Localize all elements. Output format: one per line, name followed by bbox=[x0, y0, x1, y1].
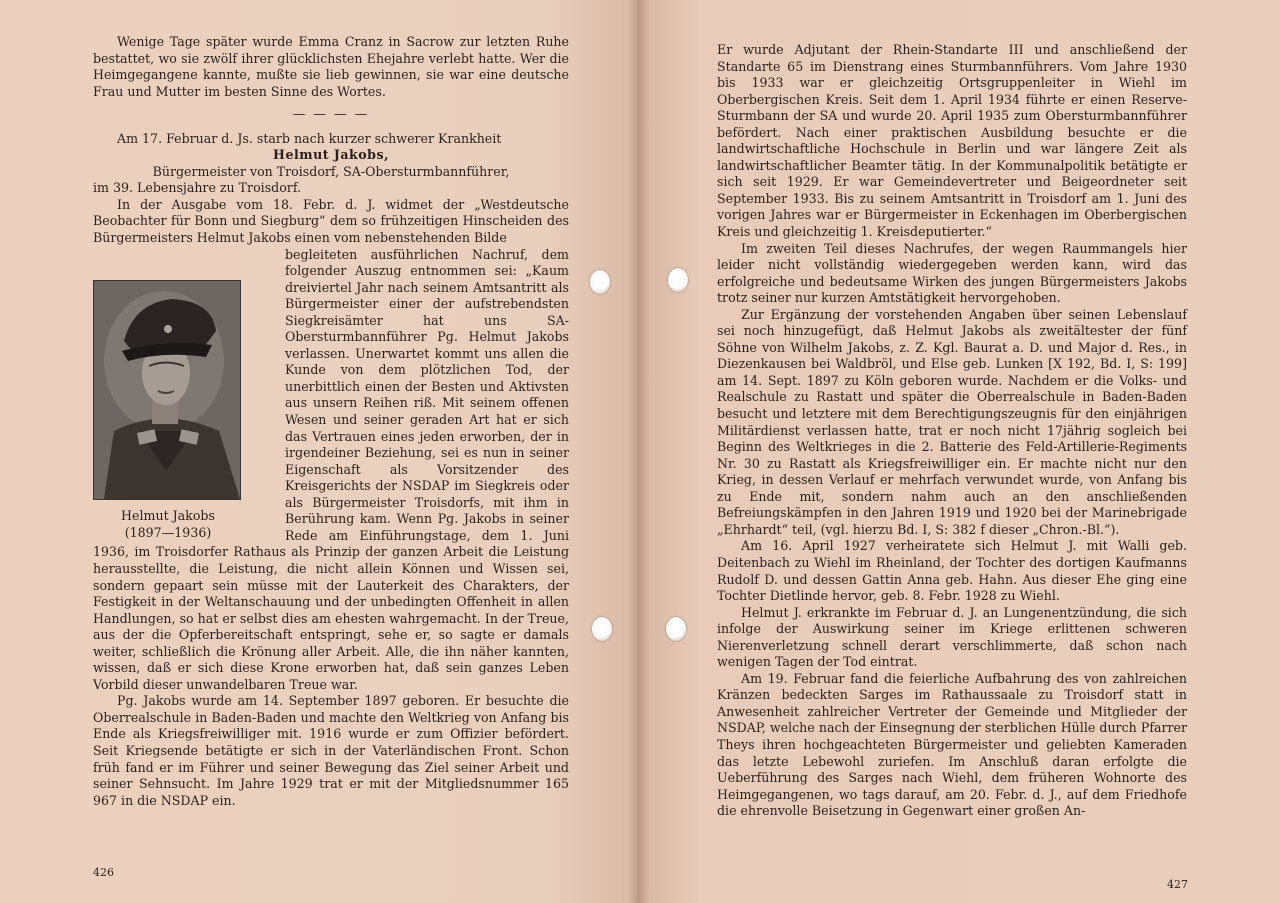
title-line: Bürgermeister von Troisdorf, SA-Obersturmbannführer, bbox=[152, 163, 510, 179]
right-paragraph-4: Am 16. April 1927 verheiratete sich Helmut J. mit Walli geb. Deitenbach zu Wiehl im Rheinland, der Tochter des dortigen Kaufmanns Rudolf D. und dessen Gattin Anna geb. Hahn. Aus dieser Ehe ging eine Tochter Dietlinde hervor, geb. 8. Febr. 1928 zu Wiehl. bbox=[717, 538, 1187, 604]
right-paragraph-1: Er wurde Adjutant der Rhein-Standarte III und anschließend der Standarte 65 im Dienstrang eines Sturmbannführers. Vom Jahre 1930 bis 1933 war er gleichzeitig Ortsgruppenleiter in Wiehl im Oberbergischen Kreis. Seit dem 1. April 1934 führte er einen Reserve-Sturmbann der SA und wurde 20. April 1935 zum Obersturmbannführer befördert. Nach einer praktischen Ausbildung besuchte er die landwirtschaftliche Hochschule in Berlin und war längere Zeit als landwirtschaftlicher Beamter tätig. In der Kommunalpolitik betätigte er sich seit 1929. Er war Gemeindevertreter und Beigeordneter seit September 1933. Bis zu seinem Amtsantritt in Troisdorf am 1. Juni des vorigen Jahres war er Bürgermeister in Eckenhagen im Oberbergischen Kreis und gleichzeitig 1. Kreisdeputierter.“ bbox=[717, 42, 1187, 240]
right-paragraph-5: Helmut J. erkrankte im Februar d. J. an Lungenentzündung, die sich infolge der Auswirkung seiner im Kriege erlittenen schweren Nierenverletzung schnell derart verschlimmerte, daß schon nach wenigen Tagen der Tod eintrat. bbox=[717, 604, 1187, 670]
right-paragraph-2: Im zweiten Teil dieses Nachrufes, der wegen Raummangels hier leider nicht vollständig wiedergegeben werden kann, wird das erfolgreiche und bedeutsame Wirken des jungen Bürgermeisters Jakobs trotz seiner nur kurzen Amtstätigkeit hervorgehoben. bbox=[717, 240, 1187, 306]
photo-caption bbox=[93, 508, 243, 541]
left-paragraph-1: Wenige Tage später wurde Emma Cranz in Sacrow zur letzten Ruhe bestattet, wo sie zwölf ihrer glücklichsten Ehejahre verlebt hatte. Wer die Heimgegangene kannte, mußte sie lieb gewinnen, sie war eine deutsche Frau und Mutter im besten Sinne des Wortes. bbox=[93, 34, 569, 99]
punch-hole-right-bottom bbox=[666, 617, 686, 641]
portrait-photo bbox=[93, 280, 239, 540]
punch-hole-left-top bbox=[590, 270, 610, 294]
photo-caption-years: (1897—1936) bbox=[124, 524, 212, 540]
right-text-column bbox=[717, 42, 1187, 820]
page-number-left: 426 bbox=[93, 866, 114, 879]
portrait-illustration bbox=[94, 281, 240, 499]
page-number-right: 427 bbox=[1167, 878, 1188, 891]
right-paragraph-6: Am 19. Februar fand die feierliche Aufbahrung des von zahlreichen Kränzen bedeckten Sarges im Rathaussaale zu Troisdorf statt in Anwesenheit zahlreicher Vertreter der Gemeinde und Mitglieder der NSDAP, welche nach der Einsegnung der sterblichen Hülle durch Pfarrer Theys ihren hochgeachteten Bürgermeister und geliebten Kameraden das letzte Lebewohl zuriefen. Im Anschluß daran erfolgte die Ueberführung des Sarges nach Wiehl, dem früheren Wohnorte des Heimgegangenen, wo tags darauf, am 20. Febr. d. J., auf dem Friedhofe die ehrenvolle Beisetzung in Gegenwart einer großen An- bbox=[717, 670, 1187, 819]
left-paragraph-2-continued: begleiteten ausführlichen Nachruf, dem folgender Auszug entnommen sei: „Kaum dreiviertel Jahr nach seinem Amtsantritt als Bürgermeister einer der aufstrebendsten Siegkreisämter hat uns SA-Obersturmbannführer Pg. Helmut Jakobs verlassen. Unerwartet kommt uns allen die Kunde von dem plötzlichen Tod, der unerbittlich einen der Besten und Aktivsten aus unsern Reihen riß. Mit seinem offenen Wesen und seiner geraden Art hat er sich das Vertrauen eines jeden erworben, der in irgendeiner Beziehung, sei es nun in seiner Eigenschaft als Vorsitzender des Kreisgerichts der NSDAP im Siegkreis oder als Bürgermeister Troisdorfs, mit ihm in Berührung kam. Wenn Pg. Jakobs in seiner Rede am Einführungstage, dem 1. Juni 1936, im Troisdorfer Rathaus als Prinzip der ganzen Arbeit die Leistung herausstellte, die Leistung, die nicht allein Können und Wissen sei, sondern gepaart sein müsse mit der Lauterkeit des Charakters, der Festigkeit in der Weltanschauung und der unbedingten Offenheit in allen Handlungen, so hat er selbst dies am ehesten wahrgemacht. In der Treue, aus der die Opferbereitschaft entspringt, sehe er, so sagte er damals weiter, schließlich die Krönung aller Arbeit. Alle, die ihn näher kannten, wissen, daß er sich diese Krone erworben hat, daß sein ganzes Leben Vorbild dieser unwandelbaren Treue war. bbox=[93, 246, 569, 692]
punch-hole-left-bottom bbox=[592, 617, 612, 641]
death-notice-line: Am 17. Februar d. Js. starb nach kurzer schwerer Krankheit bbox=[117, 130, 502, 146]
left-paragraph-2: In der Ausgabe vom 18. Febr. d. J. widmet der „Westdeutsche Beobachter für Bonn und Siegburg“ dem so frühzeitigen Hinscheiden des Bürgermeisters Helmut Jakobs einen vom nebenstehenden Bilde bbox=[93, 196, 569, 246]
name-heading: Helmut Jakobs, bbox=[273, 147, 389, 163]
photo-caption-name: Helmut Jakobs bbox=[121, 508, 215, 523]
separator: — — — — bbox=[292, 106, 370, 122]
left-paragraph-3: Pg. Jakobs wurde am 14. September 1897 geboren. Er besuchte die Oberrealschule in Baden-Baden und machte den Weltkrieg von Anfang bis Ende als Kriegsfreiwilliger mit. 1916 wurde er zum Offizier befördert. Seit Kriegsende betätigte er sich in der Vaterländischen Front. Schon früh fand er im Führer und seiner Bewegung das Ziel seiner Arbeit und seiner Sehnsucht. Im Jahre 1929 trat er mit der Mitgliedsnummer 165 967 in die NSDAP ein. bbox=[93, 693, 569, 808]
punch-hole-right-top bbox=[668, 268, 688, 292]
portrait-image bbox=[93, 280, 241, 500]
right-paragraph-3: Zur Ergänzung der vorstehenden Angaben über seinen Lebenslauf sei noch hinzugefügt, daß Helmut Jakobs als zweitältester der fünf Söhne von Wilhelm Jakobs, z. Z. Kgl. Baurat a. D. und Major d. Res., in Diezenkausen bei Waldbröl, und Else geb. Lunken [X 192, Bd. I, S: 199] am 14. Sept. 1897 zu Köln geboren wurde. Nachdem er die Volks- und Realschule zu Rastatt und später die Oberrealschule in Baden-Baden besucht und letztere mit dem Berechtigungszeugnis für den einjährigen Militärdienst verlassen hatte, trat er noch nicht 17jährig sogleich bei Beginn des Weltkrieges in die 2. Batterie des Feld-Artillerie-Regiments Nr. 30 zu Rastatt als Kriegsfreiwilliger ein. Er machte nicht nur den Krieg, in dessen Verlauf er mehrfach verwundet wurde, von Anfang bis zu Ende mit, sondern nahm auch an den anschließenden Befreiungskämpfen in den Jahren 1919 und 1920 bei der Marinebrigade „Ehrhardt“ teil, (vgl. hierzu Bd. I, S: 382 f dieser „Chron.-Bl.“). bbox=[717, 306, 1187, 537]
book-gutter bbox=[628, 0, 650, 903]
age-line: im 39. Lebensjahre zu Troisdorf. bbox=[93, 180, 302, 196]
